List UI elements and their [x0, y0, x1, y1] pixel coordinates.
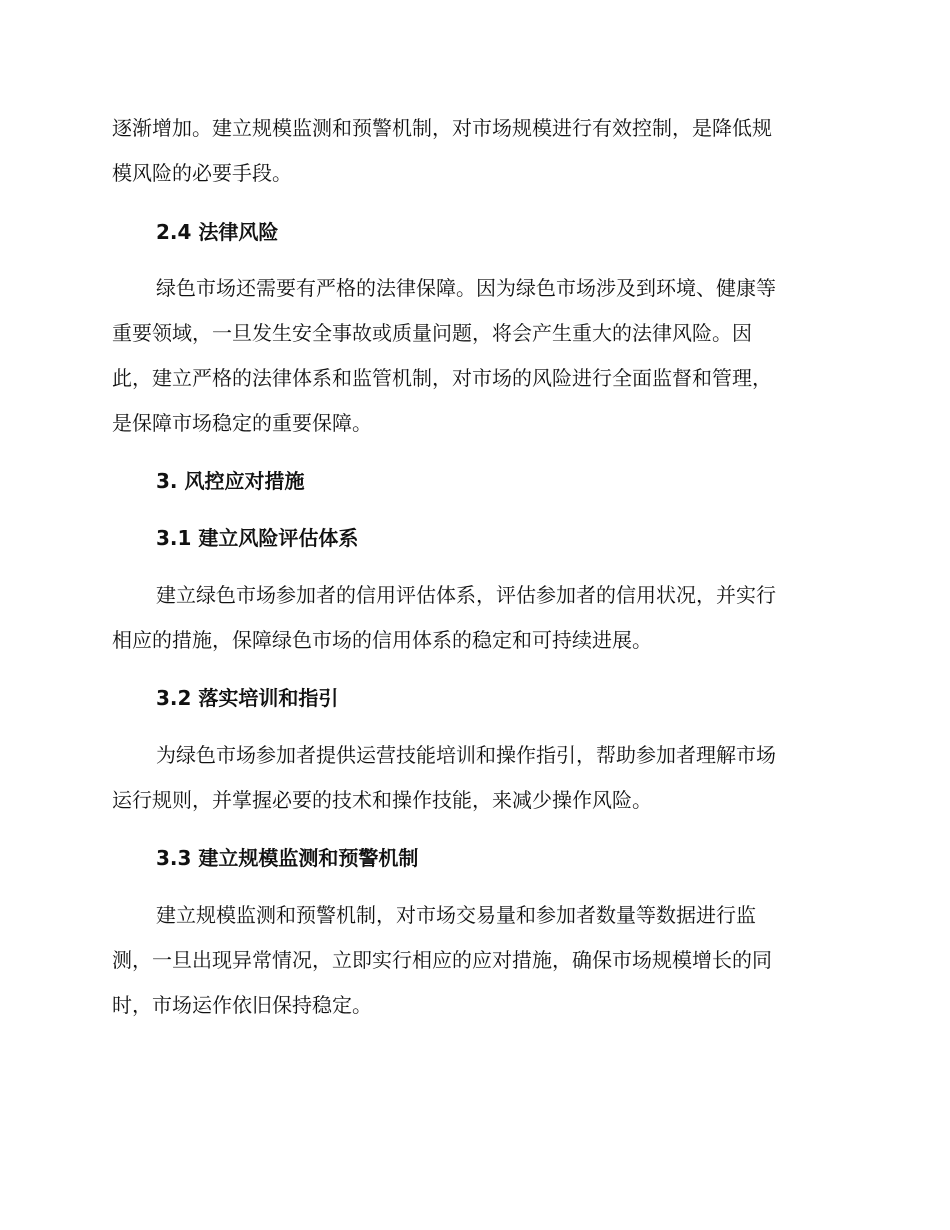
paragraph-line: 时，市场运作依旧保持稳定。	[112, 993, 372, 1017]
paragraph-line: 运行规则，并掌握必要的技术和操作技能，来减少操作风险。	[112, 788, 652, 812]
paragraph-line: 重要领域，一旦发生安全事故或质量问题，将会产生重大的法律风险。因	[112, 321, 752, 345]
paragraph-line: 绿色市场还需要有严格的法律保障。因为绿色市场涉及到环境、健康等	[156, 276, 776, 300]
paragraph-legal-risk	[112, 266, 832, 446]
paragraph-line: 逐渐增加。建立规模监测和预警机制，对市场规模进行有效控制，是降低规	[112, 116, 772, 140]
paragraph-line: 是保障市场稳定的重要保障。	[112, 411, 372, 435]
heading-3-1: 3.1 建立风险评估体系	[156, 526, 359, 550]
paragraph-line: 测，一旦出现异常情况，立即实行相应的应对措施，确保市场规模增长的同	[112, 948, 772, 972]
paragraph-training	[112, 733, 832, 823]
paragraph-line: 模风险的必要手段。	[112, 161, 292, 185]
paragraph-line: 建立规模监测和预警机制，对市场交易量和参加者数量等数据进行监	[156, 903, 756, 927]
heading-2-4: 2.4 法律风险	[156, 220, 279, 244]
paragraph-monitoring	[112, 893, 832, 1028]
paragraph-scale-risk-end	[112, 106, 832, 196]
heading-3-2: 3.2 落实培训和指引	[156, 686, 339, 710]
heading-3: 3. 风控应对措施	[156, 469, 305, 493]
paragraph-line: 建立绿色市场参加者的信用评估体系，评估参加者的信用状况，并实行	[156, 583, 776, 607]
paragraph-credit-evaluation	[112, 573, 832, 663]
paragraph-line: 相应的措施，保障绿色市场的信用体系的稳定和可持续进展。	[112, 628, 652, 652]
paragraph-line: 为绿色市场参加者提供运营技能培训和操作指引，帮助参加者理解市场	[156, 743, 776, 767]
paragraph-line: 此，建立严格的法律体系和监管机制，对市场的风险进行全面监督和管理，	[112, 366, 772, 390]
heading-3-3: 3.3 建立规模监测和预警机制	[156, 846, 419, 870]
